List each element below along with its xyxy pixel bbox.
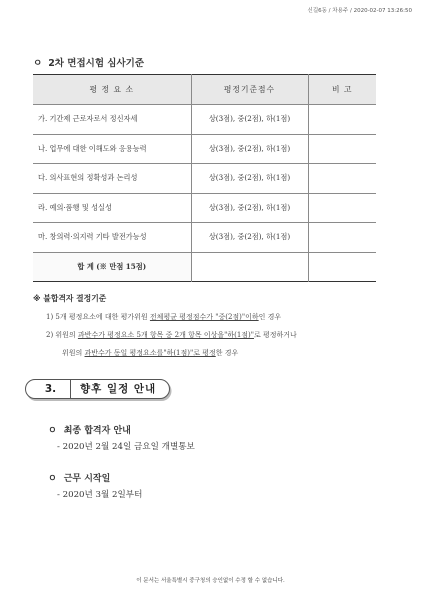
table-row	[33, 193, 376, 223]
criteria-text: 1) 5개 평정요소에 대한 평가위원	[46, 313, 150, 321]
circle-bullet-icon: ㅇ	[33, 58, 43, 69]
criteria-text: 위원의	[62, 349, 85, 357]
criteria-underlined-text: 전체평균 평정점수가 "중(2점)"이하	[149, 313, 259, 321]
table-header-row	[33, 75, 376, 105]
criteria-underlined-text: 과반수가 평정요소 5개 항목 중 2개 항목 이상을"하(1점)"	[77, 331, 254, 339]
table-row	[33, 134, 376, 164]
header-element: 평 정 요 소	[33, 75, 191, 105]
final-heading-text: 최종 합격자 안내	[63, 426, 131, 436]
circle-bullet-icon: ㅇ	[48, 426, 57, 436]
row-score: 상(3점), 중(2점), 하(1점)	[191, 164, 308, 194]
row-note	[308, 134, 376, 164]
document-stamp: 신길6동 / 차용주 / 2020-02-07 13:26:50	[307, 8, 412, 14]
final-heading	[48, 423, 131, 436]
criteria-text: 한 경우	[215, 349, 239, 357]
circle-bullet-icon: ㅇ	[48, 474, 57, 484]
total-score	[191, 252, 308, 282]
criteria-text: 2) 위원의	[46, 331, 78, 339]
criteria-text: 로 평정하거나	[254, 331, 297, 339]
section-3-title: 향후 일정 안내	[80, 383, 157, 395]
fail-criteria-title: ※ 불합격자 결정기준	[33, 294, 107, 303]
row-item: 마. 창의력·의지력 기타 발전가능성	[33, 223, 191, 253]
row-score: 상(3점), 중(2점), 하(1점)	[191, 105, 308, 135]
header-score: 평정기준점수	[191, 75, 308, 105]
table-row	[33, 164, 376, 194]
total-note	[308, 252, 376, 282]
row-note	[308, 223, 376, 253]
start-heading	[48, 471, 110, 484]
final-detail: - 2020년 2월 24일 금요일 개별통보	[57, 442, 195, 452]
row-note	[308, 164, 376, 194]
row-item: 다. 의사표현의 정확성과 논리성	[33, 164, 191, 194]
criteria-underlined-text: 과반수가 동일 평정요소를"하(1점)"로 평정	[84, 349, 216, 357]
criteria-text: 인 경우	[258, 313, 282, 321]
row-score: 상(3점), 중(2점), 하(1점)	[191, 223, 308, 253]
header-note: 비 고	[308, 75, 376, 105]
table-total-row	[33, 252, 376, 282]
row-score: 상(3점), 중(2점), 하(1점)	[191, 134, 308, 164]
fail-criteria-item-2	[46, 330, 297, 340]
section-3-banner	[25, 379, 170, 399]
section-2-heading	[33, 55, 144, 69]
total-label: 합 계 (※ 만점 15점)	[33, 252, 191, 282]
start-detail: - 2020년 3월 2일부터	[57, 490, 143, 500]
fail-criteria-item-2-cont	[62, 348, 238, 358]
row-item: 라. 예의·품행 및 성실성	[33, 193, 191, 223]
section-3-number: 3.	[31, 379, 71, 399]
row-item: 가. 기간제 근로자로서 정신자세	[33, 105, 191, 135]
row-note	[308, 105, 376, 135]
row-note	[308, 193, 376, 223]
start-heading-text: 근무 시작일	[63, 474, 111, 484]
fail-criteria-item-1	[46, 312, 281, 322]
section-2-title: 2차 면접시험 심사기준	[48, 58, 145, 69]
row-score: 상(3점), 중(2점), 하(1점)	[191, 193, 308, 223]
table-row	[33, 105, 376, 135]
row-item: 나. 업무에 대한 이해도와 응용능력	[33, 134, 191, 164]
footer-notice: 이 문서는 서울특별시 중구청의 승인없이 수정 할 수 없습니다.	[136, 578, 285, 584]
table-row	[33, 223, 376, 253]
criteria-table	[33, 74, 376, 282]
